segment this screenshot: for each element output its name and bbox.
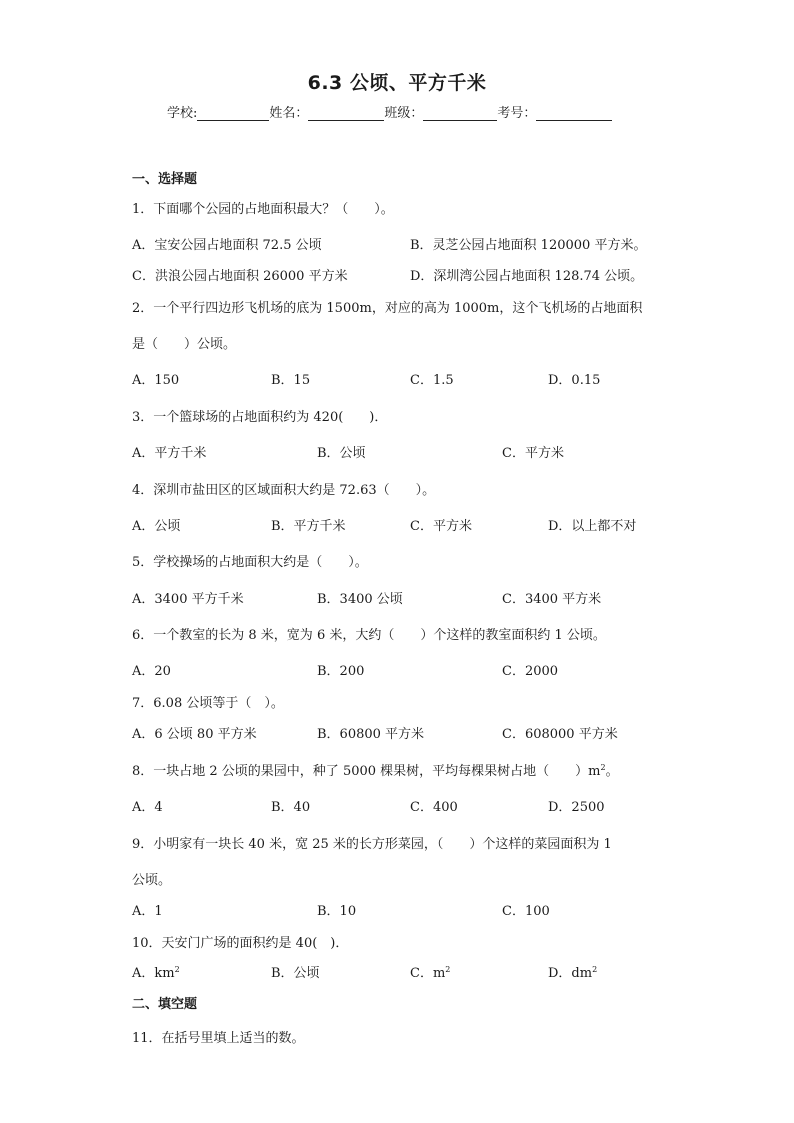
school-label: 学校: bbox=[167, 106, 198, 121]
name-blank[interactable] bbox=[308, 106, 384, 121]
q10-option-a-text: A．km bbox=[132, 966, 175, 981]
question-4-stem: 4．深圳市盐田区的区域面积大约是 72.63（ ）。 bbox=[132, 483, 436, 498]
square-superscript: 2 bbox=[600, 763, 606, 772]
question-8-stem bbox=[132, 760, 619, 779]
question-8-stem-end: 。 bbox=[605, 764, 619, 779]
page-title: 6.3 公顷、平方千米 bbox=[307, 72, 487, 94]
q1-option-b[interactable]: B．灵芝公园占地面积 120000 平方米。 bbox=[410, 238, 647, 253]
q5-option-a[interactable]: A．3400 平方千米 bbox=[132, 592, 244, 607]
q9-option-c[interactable]: C．100 bbox=[502, 904, 550, 919]
q1-option-c[interactable]: C．洪浪公园占地面积 26000 平方米 bbox=[132, 269, 348, 284]
question-5-stem: 5．学校操场的占地面积大约是（ ）。 bbox=[132, 555, 368, 570]
section-heading-fill: 二、填空题 bbox=[132, 997, 198, 1012]
square-superscript: 2 bbox=[592, 965, 598, 974]
q6-option-a[interactable]: A．20 bbox=[132, 664, 171, 679]
q5-option-c[interactable]: C．3400 平方米 bbox=[502, 592, 602, 607]
school-blank[interactable] bbox=[197, 106, 269, 121]
q5-option-b[interactable]: B．3400 公顷 bbox=[317, 592, 403, 607]
q7-option-a[interactable]: A．6 公顷 80 平方米 bbox=[132, 727, 257, 742]
q10-option-c-text: C．m bbox=[410, 966, 446, 981]
q7-option-c[interactable]: C．608000 平方米 bbox=[502, 727, 618, 742]
question-2-stem: 2．一个平行四边形飞机场的底为 1500m，对应的高为 1000m，这个飞机场的占地面积 bbox=[132, 301, 643, 316]
q4-option-d[interactable]: D．以上都不对 bbox=[548, 519, 637, 534]
question-3-stem: 3．一个篮球场的占地面积约为 420( )． bbox=[132, 410, 388, 425]
question-11-stem: 11．在括号里填上适当的数。 bbox=[132, 1031, 305, 1046]
q4-option-c[interactable]: C．平方米 bbox=[410, 519, 472, 534]
q10-option-d[interactable] bbox=[548, 962, 597, 981]
q10-option-b-text: B．公顷 bbox=[271, 966, 320, 981]
q3-option-b[interactable]: B．公顷 bbox=[317, 446, 366, 461]
q4-option-b[interactable]: B．平方千米 bbox=[271, 519, 346, 534]
q9-option-a[interactable]: A．1 bbox=[132, 904, 163, 919]
q10-option-d-text: D．dm bbox=[548, 966, 593, 981]
q10-option-b[interactable] bbox=[271, 962, 320, 981]
q3-option-a[interactable]: A．平方千米 bbox=[132, 446, 207, 461]
question-10-stem: 10．天安门广场的面积约是 40( )． bbox=[132, 936, 349, 951]
q8-option-d[interactable]: D．2500 bbox=[548, 800, 605, 815]
q2-option-c[interactable]: C．1.5 bbox=[410, 373, 454, 388]
q3-option-c[interactable]: C．平方米 bbox=[502, 446, 564, 461]
q2-option-a[interactable]: A．150 bbox=[132, 373, 180, 388]
section-heading-choice: 一、选择题 bbox=[132, 172, 198, 187]
question-2-stem-continued: 是（ ）公顷。 bbox=[132, 337, 237, 352]
name-label: 姓名： bbox=[269, 106, 309, 121]
question-8-stem-text: 8．一块占地 2 公顷的果园中，种了 5000 棵果树，平均每棵果树占地（ ）m bbox=[132, 764, 601, 779]
class-label: 班级： bbox=[384, 106, 424, 121]
question-6-stem: 6．一个教室的长为 8 米，宽为 6 米，大约（ ）个这样的教室面积约 1 公顷。 bbox=[132, 628, 606, 643]
q2-option-b[interactable]: B．15 bbox=[271, 373, 311, 388]
q10-option-a[interactable] bbox=[132, 962, 180, 981]
id-blank[interactable] bbox=[536, 106, 612, 121]
class-blank[interactable] bbox=[423, 106, 497, 121]
q6-option-b[interactable]: B．200 bbox=[317, 664, 365, 679]
q8-option-a[interactable]: A．4 bbox=[132, 800, 163, 815]
q10-option-c[interactable] bbox=[410, 962, 450, 981]
q7-option-b[interactable]: B．60800 平方米 bbox=[317, 727, 425, 742]
q6-option-c[interactable]: C．2000 bbox=[502, 664, 559, 679]
question-1-stem: 1．下面哪个公园的占地面积最大？（ ）。 bbox=[132, 202, 394, 217]
id-label: 考号： bbox=[497, 106, 537, 121]
q8-option-b[interactable]: B．40 bbox=[271, 800, 311, 815]
q2-option-d[interactable]: D．0.15 bbox=[548, 373, 601, 388]
question-7-stem: 7．6.08 公顷等于（ ）。 bbox=[132, 696, 284, 711]
q8-option-c[interactable]: C．400 bbox=[410, 800, 458, 815]
question-9-stem-continued: 公顷。 bbox=[132, 873, 172, 888]
question-9-stem: 9．小明家有一块长 40 米，宽 25 米的长方形菜园，（ ）个这样的菜园面积为 1 bbox=[132, 837, 612, 852]
q9-option-b[interactable]: B．10 bbox=[317, 904, 357, 919]
q1-option-a[interactable]: A．宝安公园占地面积 72.5 公顷 bbox=[132, 238, 322, 253]
q4-option-a[interactable]: A．公顷 bbox=[132, 519, 181, 534]
square-superscript: 2 bbox=[174, 965, 180, 974]
square-superscript: 2 bbox=[445, 965, 451, 974]
q1-option-d[interactable]: D．深圳湾公园占地面积 128.74 公顷。 bbox=[410, 269, 644, 284]
student-info-line bbox=[167, 102, 612, 121]
